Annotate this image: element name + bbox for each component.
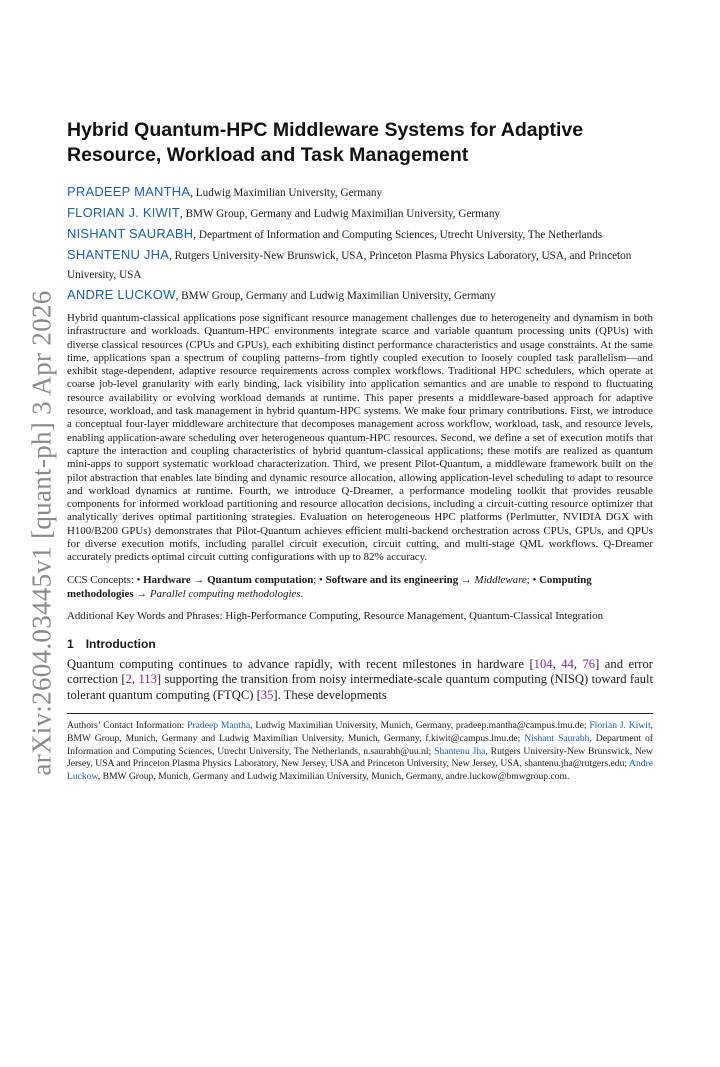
author-affiliation: , Department of Information and Computing Sciences, Utrecht University, The Netherlands	[193, 229, 603, 241]
ccs-term: Middleware	[474, 573, 527, 586]
author-link[interactable]: Nishant Saurabh	[524, 733, 590, 745]
author-name[interactable]: SHANTENU JHA	[67, 247, 170, 262]
author-name[interactable]: NISHANT SAURABH	[67, 226, 194, 241]
author-affiliation: , Rutgers University-New Brunswick, USA, Princeton Plasma Physics Laboratory, USA, and Princeton University, USA	[67, 250, 632, 281]
paper-page	[67, 118, 653, 783]
author-list	[67, 182, 653, 306]
keywords: Additional Key Words and Phrases: High-Performance Computing, Resource Management, Quantum-Classical Integration	[67, 609, 604, 622]
citation-link[interactable]: 104	[533, 656, 553, 671]
ccs-term: Computing methodologies	[67, 573, 592, 600]
footnote-divider	[67, 713, 653, 714]
citation-link[interactable]: 113	[138, 672, 157, 687]
author-name[interactable]: FLORIAN J. KIWIT	[67, 205, 180, 220]
author-link[interactable]: Florian J. Kiwit	[589, 720, 651, 732]
author-entry	[67, 285, 653, 306]
citation-link[interactable]: 44	[561, 656, 574, 671]
intro-paragraph: Quantum computing continues to advance rapidly, with recent milestones in hardware [104, 44, 76] and error correction [2, 113] supporting the transition from noisy intermediate-scale quantum computing (NISQ) toward fault tolerant quantum computing (FTQC) [35]. These developments	[67, 656, 654, 702]
author-name[interactable]: PRADEEP MANTHA	[67, 184, 191, 199]
contact-footnote: Authors’ Contact Information: Pradeep Mantha, Ludwig Maximilian University, Munich, Germany, pradeep.mantha@campus.lmu.de; Florian J. Kiwit, BMW Group, Munich, Germany and Ludwig Maximilian University, Munich, Germany, f.kiwit@campus.lmu.de; Nishant Saurabh, Department of Information and Computing Sciences, Utrecht University, The Netherlands, n.saurabh@uu.nl; Shantenu Jha, Rutgers University-New Brunswick, New Jersey, USA and Princeton Plasma Physics Laboratory, New Jersey, USA and Princeton University, New Jersey, USA, shantenu.jha@rutgers.edu; Andre Luckow, BMW Group, Munich, Germany and Ludwig Maximilian University, Munich, Germany, andre.luckow@bmwgroup.com.	[67, 720, 654, 782]
abstract: Hybrid quantum-classical applications pose significant resource management challenges due to heterogeneity and dynamism in both infrastructure and workloads. Quantum-HPC environments integrate scarce and variable quantum processing units (QPUs) with diverse classical resources (CPUs and GPUs), each exhibiting distinct performance characteristics and usage constraints. At the same time, applications span a spectrum of coupling patterns–from tightly coupled execution to loosely coupled task parallelism—and exhibit stage-dependent, adaptive resource requirements across complex workflows. Traditional HPC schedulers, which operate at coarse job-level granularity with early binding, lack visibility into application semantics and are unable to respond to fluctuating resource availability or evolving workload demands at runtime. This paper presents a middleware-based approach for adaptive resource, workload, and task management in hybrid quantum-HPC systems. We make four primary contributions. First, we introduce a conceptual four-layer middleware architecture that decomposes management across workflow, workload, task, and resource levels, enabling application-aware scheduling over heterogeneous quantum-HPC resources. Second, we define a set of execution motifs that capture the interaction and coupling characteristics of hybrid quantum-classical applications; these motifs are realized as quantum mini-apps to support systematic workload characterization. Third, we present Pilot-Quantum, a middleware framework built on the pilot abstraction that enables late binding and dynamic resource allocation, allowing application-level scheduling to adapt to resource and workload dynamics at runtime. Fourth, we introduce Q-Dreamer, a performance modeling toolkit that provides reusable components for informed workload partitioning and resource allocation decisions, including a circuit-cutting resource optimizer that analytically derives optimal partitioning strategies. Evaluation on heterogeneous HPC platforms (Perlmutter, NVIDIA DGX with H100/B200 GPUs) demonstrates that Pilot-Quantum achieves efficient multi-backend orchestration across CPUs, GPUs, and QPUs for diverse execution motifs, including parallel circuit execution, circuit cutting, and multi-stage QML workflows. Q-Dreamer accurately predicts optimal circuit cutting configurations with up to 82% accuracy.	[67, 312, 653, 564]
ccs-term: Software and its engineering	[325, 573, 459, 586]
arxiv-identifier: arXiv:2604.03445v1 [quant-ph] 3 Apr 2026	[26, 290, 57, 776]
author-link[interactable]: Pradeep Mantha	[187, 720, 251, 732]
ccs-concepts: CCS Concepts: • Hardware → Quantum computation; • Software and its engineering → Middleware; • Computing methodologies → Parallel computing methodologies.	[67, 573, 592, 600]
ccs-term: Quantum computation	[207, 573, 314, 586]
author-entry	[67, 245, 653, 285]
paper-title: Hybrid Quantum-HPC Middleware Systems for Adaptive Resource, Workload and Task Management	[67, 119, 584, 166]
author-affiliation: , BMW Group, Germany and Ludwig Maximilian University, Germany	[179, 208, 501, 220]
section-number: 1	[67, 636, 74, 651]
author-name[interactable]: ANDRE LUCKOW	[67, 287, 176, 302]
author-link[interactable]: Andre Luckow	[67, 758, 653, 782]
author-entry	[67, 203, 653, 224]
author-affiliation: , Ludwig Maximilian University, Germany	[190, 187, 383, 199]
ccs-term: Hardware	[143, 573, 191, 586]
citation-link[interactable]: 76	[582, 656, 596, 671]
author-entry	[67, 182, 653, 203]
section-title: Introduction	[85, 636, 156, 651]
author-affiliation: , BMW Group, Germany and Ludwig Maximilian University, Germany	[175, 290, 496, 302]
author-link[interactable]: Shantenu Jha	[434, 745, 486, 757]
ccs-label: CCS Concepts:	[67, 573, 137, 586]
citation-link[interactable]: 2	[125, 672, 132, 687]
ccs-term: Parallel computing methodologies	[149, 587, 301, 600]
citation-link[interactable]: 35	[260, 687, 274, 702]
section-heading	[67, 637, 653, 651]
author-entry	[67, 224, 653, 245]
